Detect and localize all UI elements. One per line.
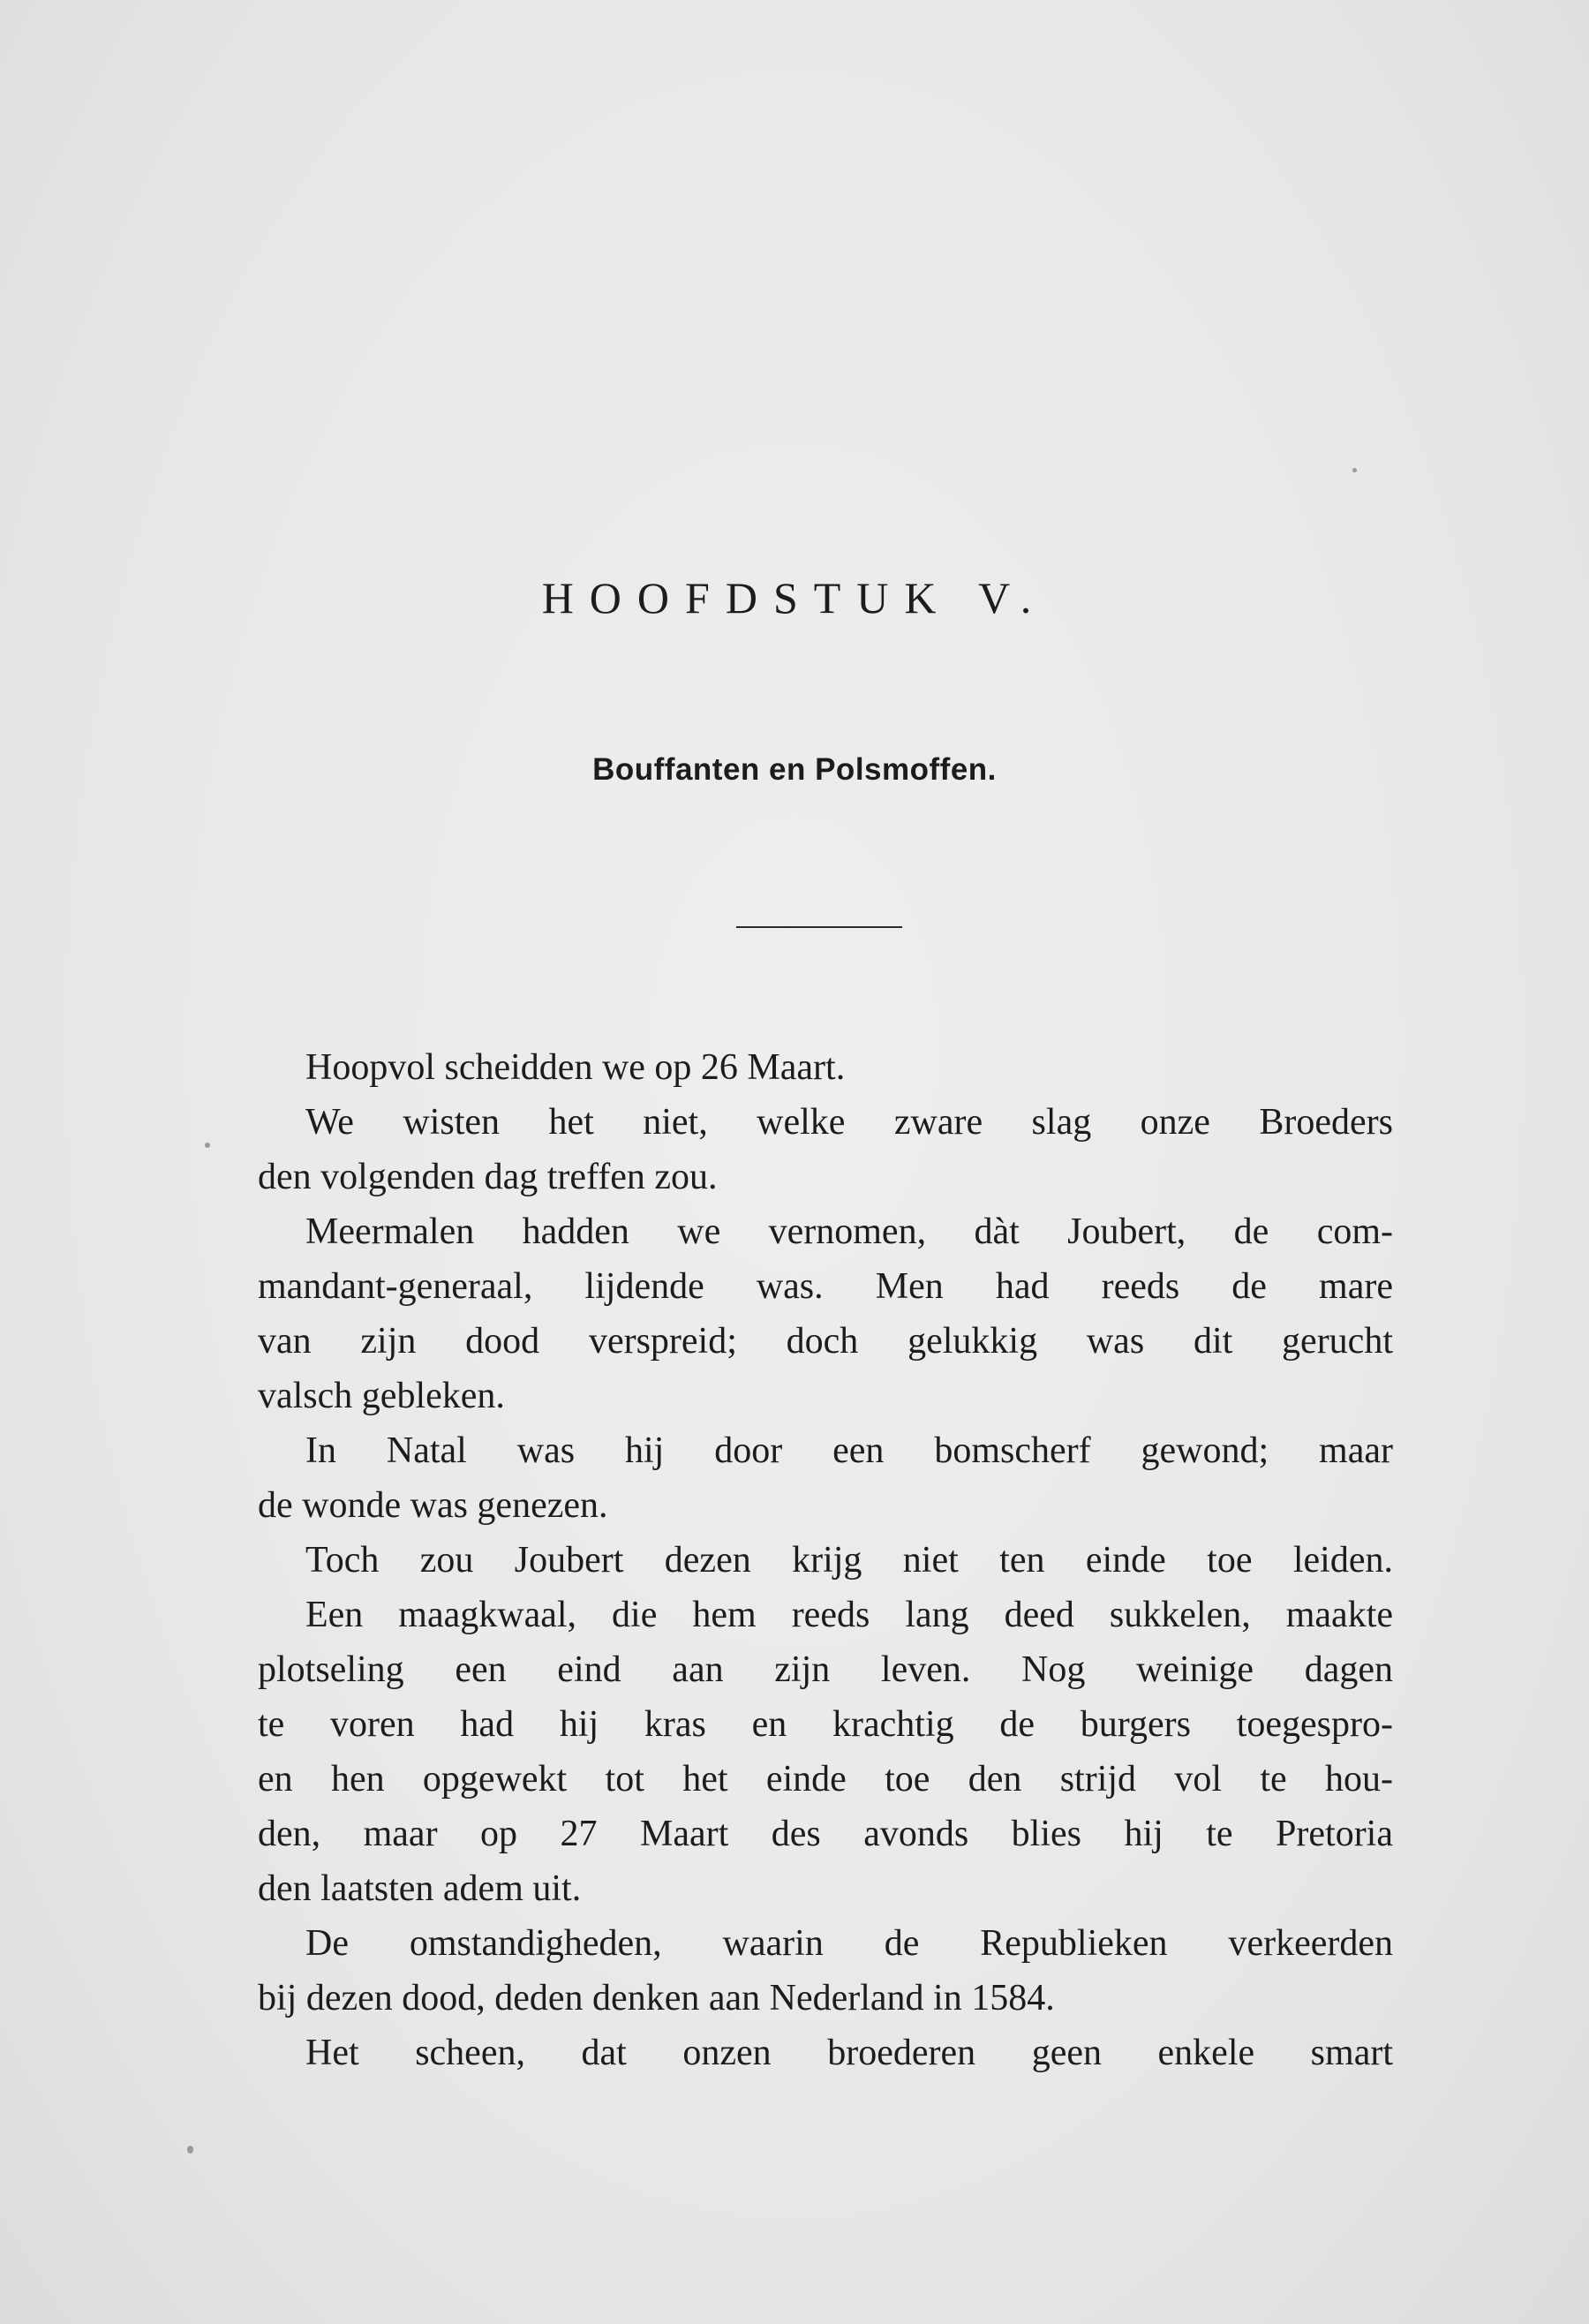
text-line: van zijn dood verspreid; doch gelukkig was dit gerucht [258, 1321, 1393, 1362]
text-line: mandant-generaal, lijdende was. Men had reeds de mare [258, 1266, 1393, 1307]
chapter-heading: HOOFDSTUK V. [541, 573, 1048, 622]
text-line: valsch gebleken. [258, 1376, 505, 1416]
text-line: Het scheen, dat onzen broederen geen enkele smart [305, 2033, 1393, 2073]
text-line: te voren had hij kras en krachtig de burgers toegespro- [258, 1704, 1393, 1745]
text-line: Een maagkwaal, die hem reeds lang deed sukkelen, maakte [305, 1595, 1393, 1635]
text-line: We wisten het niet, welke zware slag onze Broeders [305, 1102, 1393, 1143]
paper-speck [205, 1143, 210, 1148]
body-text [258, 1040, 1393, 2080]
text-line: den laatsten adem uit. [258, 1868, 582, 1909]
text-line: bij dezen dood, deden denken aan Nederland in 1584. [258, 1978, 1055, 2018]
paper-speck [187, 2146, 193, 2154]
paper-speck [1352, 468, 1357, 472]
text-line: Hoopvol scheidden we op 26 Maart. [305, 1047, 846, 1088]
text-line: en hen opgewekt tot het einde toe den strijd vol te hou- [258, 1759, 1393, 1800]
section-divider [736, 926, 902, 928]
text-line: Toch zou Joubert dezen krijg niet ten einde toe leiden. [305, 1540, 1393, 1581]
text-line: de wonde was genezen. [258, 1485, 608, 1526]
text-line: In Natal was hij door een bomscherf gewond; maar [305, 1430, 1393, 1471]
text-line: Meermalen hadden we vernomen, dàt Joubert, de com- [305, 1211, 1393, 1252]
chapter-subtitle: Bouffanten en Polsmoffen. [592, 752, 997, 787]
text-line: den volgenden dag treffen zou. [258, 1157, 718, 1197]
text-line: den, maar op 27 Maart des avonds blies hij te Pretoria [258, 1814, 1393, 1854]
text-line: plotseling een eind aan zijn leven. Nog weinige dagen [258, 1649, 1393, 1690]
text-line: De omstandigheden, waarin de Republieken verkeerden [305, 1923, 1393, 1964]
